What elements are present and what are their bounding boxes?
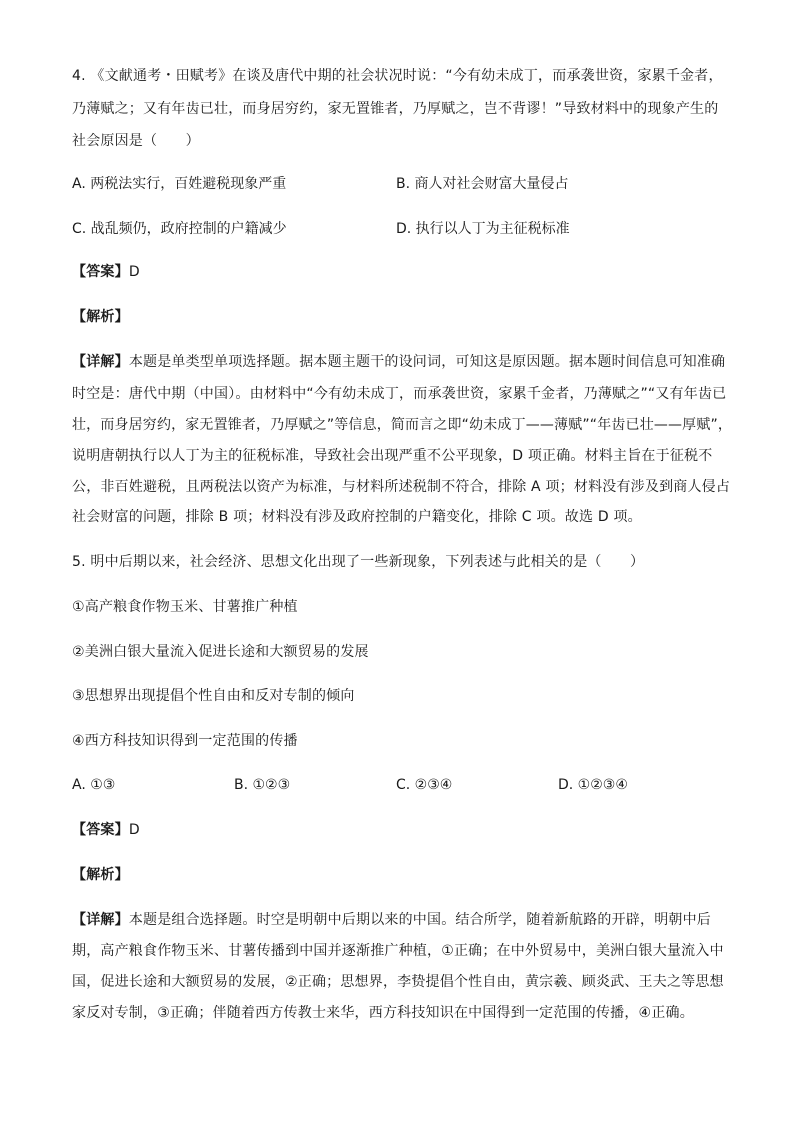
q5-answer-tag: 【答案】: [72, 822, 129, 838]
q5-option-c: C. ②③④: [396, 777, 453, 793]
q5-answer-value: D: [128, 822, 140, 838]
q4-stem-line-3: 社会原因是（ ）: [72, 133, 200, 149]
q5-option-d: D. ①②③④: [558, 777, 628, 793]
q5-item-2: ②美洲白银大量流入促进长途和大额贸易的发展: [72, 644, 369, 660]
q5-analysis-heading: [72, 865, 732, 885]
q4-answer-tag: 【答案】: [72, 264, 129, 280]
q4-stem-line-1: 4. 《文献通考・田赋考》在谈及唐代中期的社会状况时说：“今有幼未成丁，而承袭世资，家累千金者，: [72, 68, 723, 84]
q4-answer-value: D: [128, 264, 140, 280]
q5-item-3: ③思想界出现提倡个性自由和反对专制的倾向: [72, 688, 355, 704]
q4-detail-line-1: [72, 352, 732, 372]
q5-option-a: A. ①③: [72, 777, 116, 793]
q4-detail-text-1: 本题是单类型单项选择题。据本题主题干的设问词，可知这是原因题。据本题时间信息可知准确: [128, 354, 726, 370]
q5-option-b: B. ①②③: [234, 777, 291, 793]
q4-option-c: C. 战乱频仍，政府控制的户籍减少: [72, 221, 287, 237]
q5-item-1: ①高产粮食作物玉米、甘薯推广种植: [72, 599, 298, 615]
q5-stem: 5. 明中后期以来，社会经济、思想文化出现了一些新现象，下列表述与此相关的是（ ）: [72, 554, 645, 570]
q5-detail-text-1: 本题是组合选择题。时空是明朝中后期以来的中国。结合所学，随着新航路的开辟，明朝中后: [128, 912, 712, 928]
q4-detail-line-5: 公，非百姓避税，且两税法以资产为标准，与材料所述税制不符合，排除 A 项；材料没有涉及到商人侵占: [72, 479, 731, 495]
q4-detail-line-4: 说明唐朝执行以人丁为主的征税标准，导致社会出现严重不公平现象，D 项正确。材料主旨在于征税不: [72, 448, 713, 464]
q5-item-4: ④西方科技知识得到一定范围的传播: [72, 733, 298, 749]
q5-analysis-tag: 【解析】: [72, 867, 129, 883]
q5-detail-line-3: 国，促进长途和大额贸易的发展，②正确；思想界，李贽提倡个性自由，黄宗羲、顾炎武、王夫之等思想: [72, 974, 724, 990]
q4-option-d: D. 执行以人丁为主征税标准: [396, 221, 570, 237]
q5-detail-tag: 【详解】: [72, 912, 129, 928]
q4-stem-line-2: 乃薄赋之；又有年齿已壮，而身居穷约，家无置锥者，乃厚赋之，岂不背谬！”导致材料中的现象产生的: [72, 101, 719, 117]
q4-answer: [72, 262, 732, 282]
q4-option-b: B. 商人对社会财富大量侵占: [396, 176, 569, 192]
q4-detail-line-6: 社会财富的问题，排除 B 项；材料没有涉及政府控制的户籍变化，排除 C 项。故选 D 项。: [72, 509, 642, 525]
q4-option-a: A. 两税法实行，百姓避税现象严重: [72, 176, 287, 192]
q4-analysis-tag: 【解析】: [72, 309, 129, 325]
q5-detail-line-2: 期，高产粮食作物玉米、甘薯传播到中国并逐渐推广种植，①正确；在中外贸易中，美洲白银大量流入中: [72, 943, 724, 959]
q4-detail-line-2: 时空是：唐代中期（中国）。由材料中“今有幼未成丁，而承袭世资，家累千金者，乃薄赋之”“又有年齿已: [72, 386, 727, 402]
q5-answer: [72, 820, 732, 840]
q4-analysis-heading: [72, 307, 732, 327]
q4-detail-line-3: 壮，而身居穷约，家无置锥者，乃厚赋之”等信息，简而言之即“幼未成丁——薄赋”“年齿已壮——厚赋”，: [72, 417, 733, 433]
q4-detail-tag: 【详解】: [72, 354, 129, 370]
q5-detail-line-4: 家反对专制，③正确；伴随着西方传教士来华，西方科技知识在中国得到一定范围的传播，④正确。: [72, 1005, 694, 1021]
q5-detail-line-1: [72, 910, 732, 930]
